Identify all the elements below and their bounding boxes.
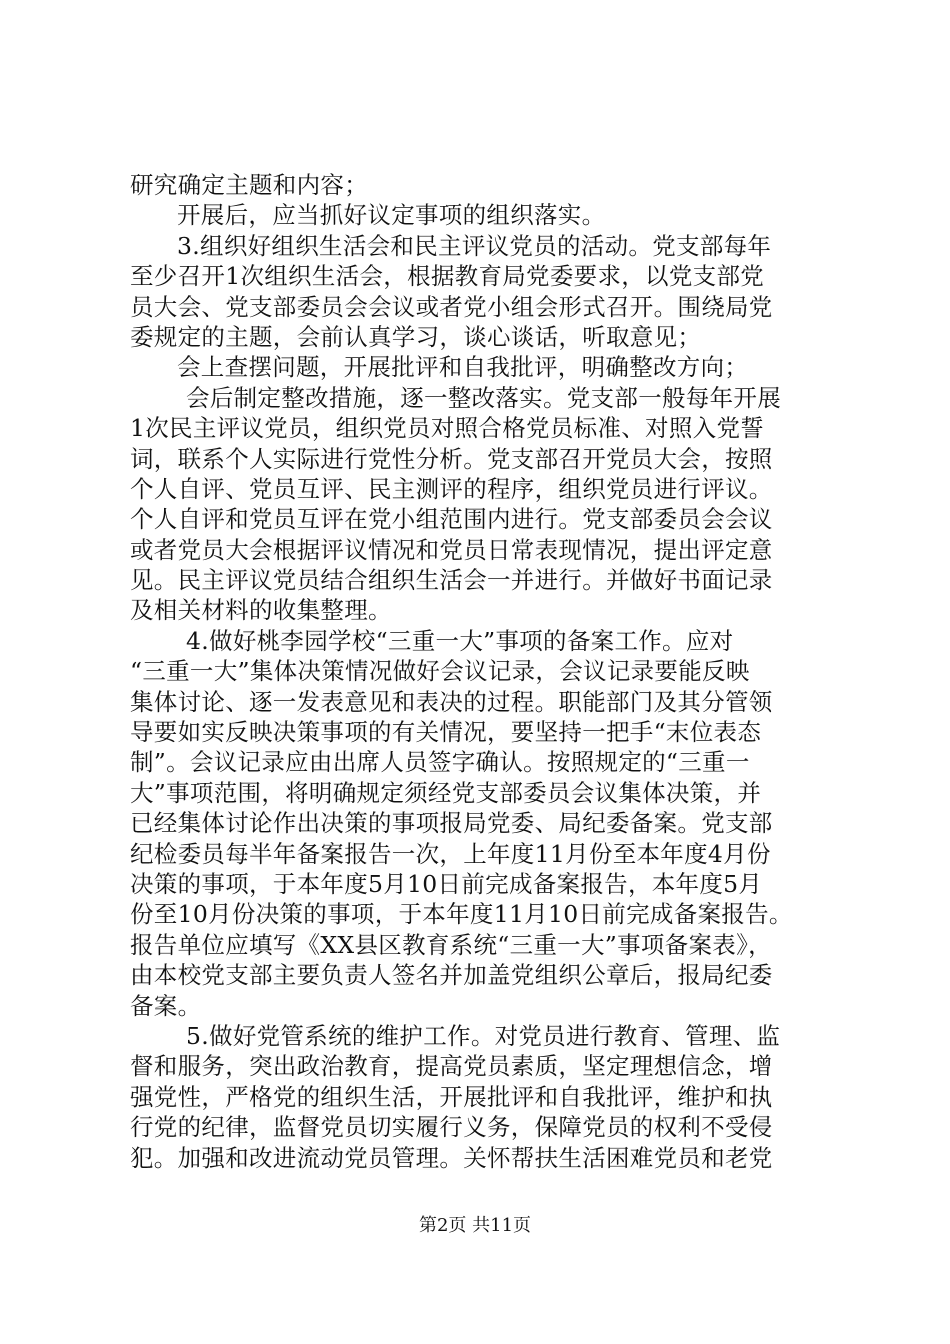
- text-line: 3.组织好组织生活会和民主评议党员的活动。党支部每年: [177, 231, 772, 260]
- text-line: 个人自评、党员互评、民主测评的程序，组织党员进行评议。: [130, 474, 773, 503]
- document-body: [130, 170, 840, 1173]
- text-line: 纪检委员每半年备案报告一次，上年度11月份至本年度4月份: [130, 839, 771, 868]
- text-line: 报告单位应填写《XX县区教育系统“三重一大”事项备案表》，: [130, 930, 772, 959]
- text-line: 至少召开1次组织生活会，根据教育局党委要求，以党支部党: [130, 262, 765, 291]
- text-line: 已经集体讨论作出决策的事项报局党委、局纪委备案。党支部: [130, 809, 773, 838]
- text-line: 5.做好党管系统的维护工作。对党员进行教育、管理、监: [186, 1021, 781, 1050]
- text-line: 大”事项范围，将明确规定须经党支部委员会议集体决策，并: [130, 778, 762, 807]
- text-line: 员大会、党支部委员会会议或者党小组会形式召开。围绕局党: [130, 292, 773, 321]
- text-line: 制”。会议记录应由出席人员签字确认。按照规定的“三重一: [130, 748, 750, 777]
- text-line: 会上查摆问题，开展批评和自我批评，明确整改方向；: [177, 353, 749, 382]
- text-line: 词，联系个人实际进行党性分析。党支部召开党员大会，按照: [130, 444, 773, 473]
- text-line: 份至10月份决策的事项，于本年度11月10日前完成备案报告。: [130, 900, 793, 929]
- text-line: “三重一大”集体决策情况做好会议记录，会议记录要能反映: [130, 657, 750, 686]
- text-line: 行党的纪律，监督党员切实履行义务，保障党员的权利不受侵: [130, 1113, 773, 1142]
- text-line: 督和服务，突出政治教育，提高党员素质，坚定理想信念，增: [130, 1052, 773, 1081]
- text-line: 研究确定主题和内容；: [130, 171, 368, 199]
- text-line: 4.做好桃李园学校“三重一大”事项的备案工作。应对: [186, 626, 734, 655]
- text-line: 集体讨论、逐一发表意见和表决的过程。职能部门及其分管领: [130, 687, 773, 716]
- text-line: 决策的事项，于本年度5月10日前完成备案报告，本年度5月: [130, 869, 763, 898]
- text-line: 或者党员大会根据评议情况和党员日常表现情况，提出评定意: [130, 535, 773, 564]
- text-line: 由本校党支部主要负责人签名并加盖党组织公章后，报局纪委: [130, 961, 773, 990]
- text-line: 开展后，应当抓好议定事项的组织落实。: [177, 201, 606, 230]
- page-number-footer: 第2页 共11页: [418, 1215, 532, 1236]
- text-line: 犯。加强和改进流动党员管理。关怀帮扶生活困难党员和老党: [130, 1143, 773, 1172]
- text-line: 及相关材料的收集整理。: [130, 596, 392, 625]
- text-line: 见。民主评议党员结合组织生活会一并进行。并做好书面记录: [130, 566, 773, 595]
- text-line: 导要如实反映决策事项的有关情况，要坚持一把手“末位表态: [130, 718, 762, 747]
- text-line: 备案。: [130, 991, 202, 1020]
- text-line: 强党性，严格党的组织生活，开展批评和自我批评，维护和执: [130, 1082, 773, 1111]
- text-line: 1次民主评议党员，组织党员对照合格党员标准、对照入党誓: [130, 414, 765, 443]
- text-line: 个人自评和党员互评在党小组范围内进行。党支部委员会会议: [130, 505, 773, 534]
- text-line: 会后制定整改措施，逐一整改落实。党支部一般每年开展: [186, 383, 781, 412]
- text-line: 委规定的主题，会前认真学习，谈心谈话，听取意见；: [130, 322, 702, 351]
